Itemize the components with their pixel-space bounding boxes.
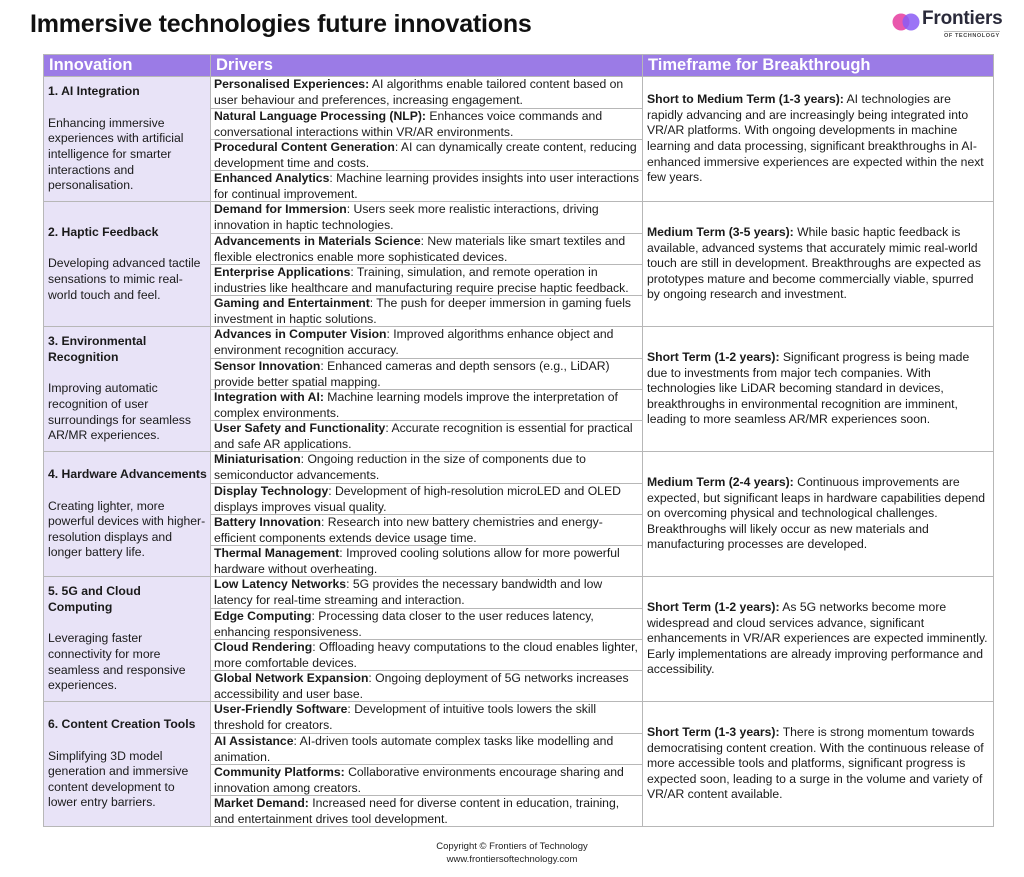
header-timeframe: Timeframe for Breakthrough [643,55,994,77]
driver-text: : Ongoing deployment of 5G networks increases accessibility and user base. [214,671,629,701]
driver-text: : Machine learning provides insights into user interactions for continual improvement. [214,171,639,201]
table-row [44,327,994,452]
footer [0,840,1024,866]
drivers-cell [211,327,643,452]
table-header-row [44,55,994,77]
driver-label: Procedural Content Generation [214,140,395,154]
driver-item [211,764,642,795]
innovation-title: 5. 5G and Cloud Computing [48,584,141,614]
driver-text: : Development of high-resolution microLED and OLED displays improves visual quality. [214,484,621,514]
driver-text: : Improved cooling solutions allow for more powerful hardware without overheating. [214,546,620,576]
driver-label: Enterprise Applications [214,265,351,279]
driver-item [211,670,642,701]
driver-text: Machine learning models improve the interpretation of complex environments. [214,390,618,420]
driver-label: Demand for Immersion [214,202,347,216]
driver-text: : Accurate recognition is essential for practical and safe AR applications. [214,421,633,451]
innovation-title: 4. Hardware Advancements [48,467,207,482]
driver-item [211,389,642,420]
driver-label: Personalised Experiences: [214,77,370,91]
innovation-description: Creating lighter, more powerful devices with higher-resolution displays and longer battery life. [48,498,206,560]
timeframe-text: Significant progress is being made due to investments from major tech companies. With technologies like LiDAR becoming standard in devices, breakthroughs in environmental recognition are imminent, leading to more seamless AR/MR experiences soon. [647,350,970,427]
driver-text: : AI-driven tools automate complex tasks like modelling and animation. [214,734,614,764]
timeframe-text: AI technologies are rapidly advancing and are increasingly being integrated into VR/AR platforms. With ongoing developments in machine learning and data processing, significant breakthroughs in AI-enhanced immersive experiences are expected within the next few years. [647,92,984,185]
driver-item [211,733,642,764]
drivers-cell [211,577,643,702]
header-innovation: Innovation [44,55,211,77]
driver-text: Increased need for diverse content in education, training, and entertainment drives tool development. [214,796,620,826]
frontiers-logo[interactable] [892,6,1010,40]
driver-item [211,295,642,326]
driver-label: Global Network Expansion [214,671,369,685]
innovation-cell [44,77,211,202]
innovation-cell [44,452,211,577]
driver-text: : 5G provides the necessary bandwidth and low latency for real-time streaming and interaction. [214,577,603,607]
timeframe-cell [643,327,994,452]
table-row [44,577,994,702]
driver-item [211,639,642,670]
innovation-title: 6. Content Creation Tools [48,717,196,732]
driver-label: Thermal Management [214,546,340,560]
innovations-table [43,54,994,827]
driver-text: : Users seek more realistic interactions, driving innovation in haptic technologies. [214,202,599,232]
driver-label: Sensor Innovation [214,359,321,373]
timeframe-label: Medium Term (2-4 years): [647,475,794,490]
drivers-cell [211,452,643,577]
driver-item [211,702,642,733]
driver-text: : Processing data closer to the user reduces latency, enhancing responsiveness. [214,609,594,639]
driver-item [211,545,642,576]
driver-label: Market Demand: [214,796,309,810]
driver-label: Community Platforms: [214,765,345,779]
driver-label: Cloud Rendering [214,640,313,654]
driver-item [211,577,642,608]
driver-item [211,233,642,264]
innovation-cell [44,702,211,827]
driver-text: Enhances voice commands and conversational interactions within VR/AR environments. [214,109,603,139]
table-row [44,77,994,202]
driver-label: Integration with AI: [214,390,324,404]
timeframe-cell [643,77,994,202]
drivers-cell [211,202,643,327]
footer-url[interactable]: www.frontiersoftechnology.com [446,854,578,865]
driver-item [211,108,642,139]
timeframe-text: As 5G networks become more widespread and cloud services advance, significant enhancements in VR/AR experiences are expected imminently. Early implementations are already improving performance and accessibility. [647,600,988,677]
timeframe-label: Short to Medium Term (1-3 years): [647,92,844,107]
timeframe-label: Short Term (1-2 years): [647,600,780,615]
driver-item [211,420,642,451]
driver-text: : Development of intuitive tools lowers the skill threshold for creators. [214,702,597,732]
innovation-title: 3. Environmental Recognition [48,334,147,364]
driver-text: : New materials like smart textiles and flexible electronics enable more sophisticated devices. [214,234,626,264]
driver-text: : AI can dynamically create content, reducing development time and costs. [214,140,637,170]
driver-label: Battery Innovation [214,515,321,529]
driver-label: User-Friendly Software [214,702,348,716]
driver-label: Advancements in Materials Science [214,234,421,248]
page-title: Immersive technologies future innovations [30,10,532,38]
driver-item [211,170,642,201]
driver-text: AI algorithms enable tailored content based on user behaviour and preferences, increasing engagement. [214,77,624,107]
driver-label: Natural Language Processing (NLP): [214,109,426,123]
innovation-description: Enhancing immersive experiences with artificial intelligence for smarter interactions and personalisation. [48,115,184,193]
innovation-description: Leveraging faster connectivity for more seamless and responsive experiences. [48,631,186,693]
driver-text: : Ongoing reduction in the size of components due to semiconductor advancements. [214,452,586,482]
driver-item [211,795,642,826]
driver-label: Edge Computing [214,609,312,623]
timeframe-cell [643,577,994,702]
drivers-cell [211,702,643,827]
driver-label: Enhanced Analytics [214,171,330,185]
driver-label: User Safety and Functionality [214,421,386,435]
table-row [44,702,994,827]
timeframe-label: Short Term (1-3 years): [647,725,780,740]
innovation-cell [44,577,211,702]
table-row [44,452,994,577]
timeframe-text: While basic haptic feedback is available, advanced systems that accurately mimic real-world touch are still in development. Breakthroughs are expected as prototypes mature and become commercially viable, spurred by ongoing research and investment. [647,225,981,302]
driver-item [211,327,642,358]
driver-item [211,452,642,483]
logo-wordmark: Frontiers [922,8,1003,29]
timeframe-cell [643,702,994,827]
innovation-description: Improving automatic recognition of user surroundings for seamless AR/MR experiences. [48,381,191,443]
innovation-cell [44,202,211,327]
driver-text: : Offloading heavy computations to the cloud enables lighter, more comfortable devices. [214,640,638,670]
driver-item [211,264,642,295]
driver-item [211,358,642,389]
driver-label: Low Latency Networks [214,577,347,591]
driver-text: : Enhanced cameras and depth sensors (e.g., LiDAR) provide better spatial mapping. [214,359,610,389]
header-drivers: Drivers [211,55,643,77]
innovation-title: 2. Haptic Feedback [48,224,159,239]
driver-item [211,202,642,233]
innovation-cell [44,327,211,452]
driver-text: : Improved algorithms enhance object and environment recognition accuracy. [214,327,614,357]
driver-label: AI Assistance [214,734,294,748]
driver-text: : The push for deeper immersion in gaming fuels investment in haptic solutions. [214,296,632,326]
driver-item [211,514,642,545]
driver-label: Miniaturisation [214,452,301,466]
footer-copyright: Copyright © Frontiers of Technology [436,841,588,852]
driver-label: Advances in Computer Vision [214,327,387,341]
timeframe-label: Medium Term (3-5 years): [647,225,794,240]
driver-item [211,77,642,108]
driver-item [211,483,642,514]
timeframe-text: There is strong momentum towards democratising content creation. With the continuous release of more accessible tools and platforms, significant progress is expected soon, leading to a surge in the volume and variety of VR/AR content available. [647,725,984,802]
header [0,0,1024,52]
timeframe-label: Short Term (1-2 years): [647,350,780,365]
drivers-cell [211,77,643,202]
table-row [44,202,994,327]
driver-label: Display Technology [214,484,329,498]
timeframe-cell [643,452,994,577]
driver-item [211,139,642,170]
timeframe-cell [643,202,994,327]
timeframe-text: Continuous improvements are expected, but significant leaps in hardware capabilities depend on overcoming physical and technological challenges. Breakthroughs will likely occur as new materials and manufacturing processes are developed. [647,475,986,552]
innovation-description: Simplifying 3D model generation and immersive content development to lower entry barriers. [48,748,189,810]
driver-text: Collaborative environments encourage sharing and innovation among creators. [214,765,624,795]
driver-item [211,608,642,639]
driver-text: : Research into new battery chemistries and energy-efficient components extends device usage time. [214,515,603,545]
logo-tagline: OF TECHNOLOGY [944,32,1000,39]
driver-label: Gaming and Entertainment [214,296,370,310]
driver-text: : Training, simulation, and remote operation in industries like healthcare and manufacturing require precise haptic feedback. [214,265,629,295]
innovation-description: Developing advanced tactile sensations to mimic real-world touch and feel. [48,256,201,302]
innovation-title: 1. AI Integration [48,84,140,99]
frontiers-logo-icon [892,10,922,34]
